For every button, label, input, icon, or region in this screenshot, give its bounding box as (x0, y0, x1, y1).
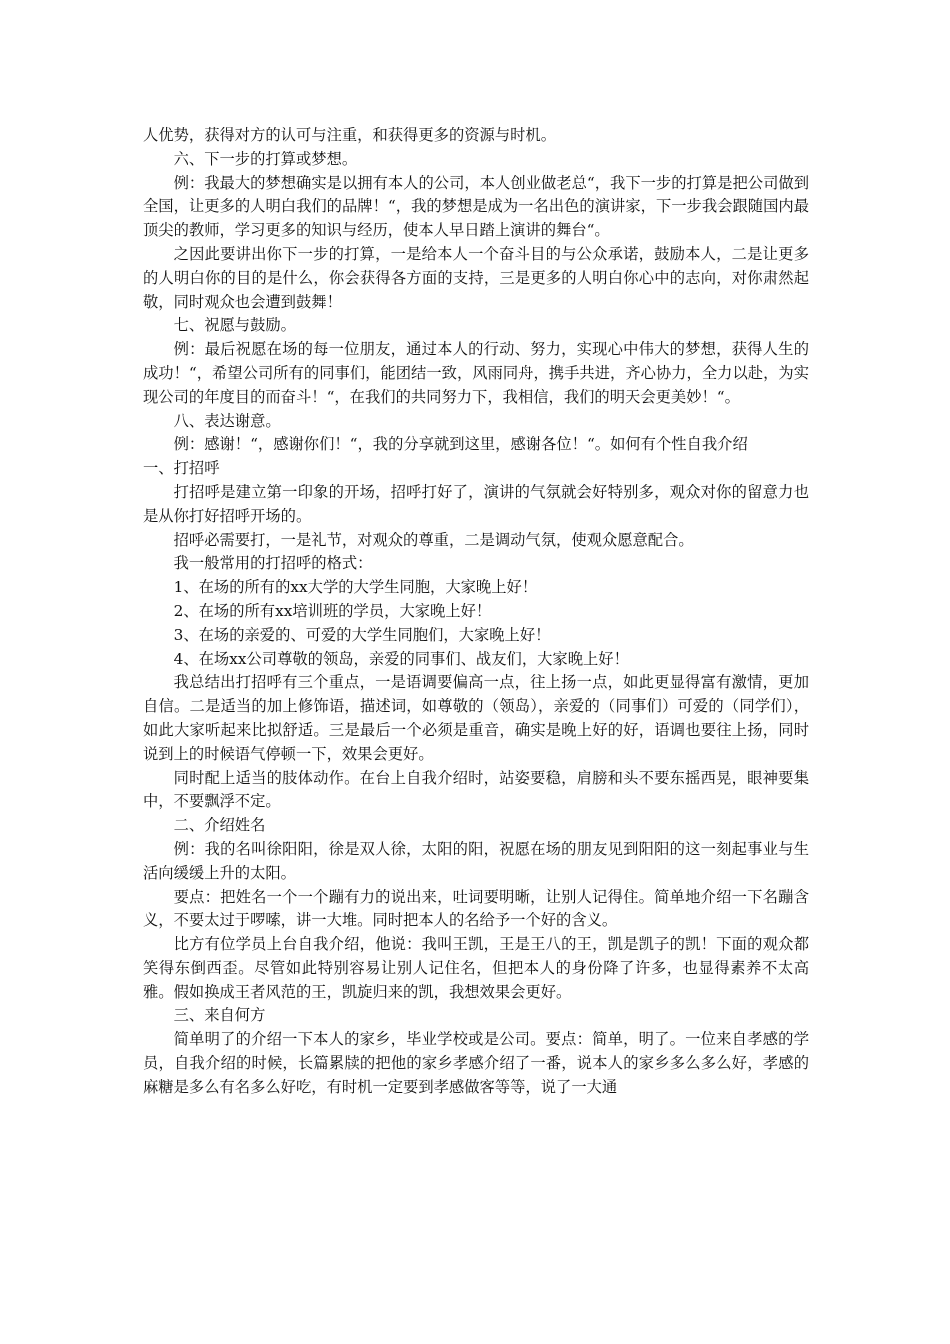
paragraph: 简单明了的介绍一下本人的家乡，毕业学校或是公司。要点：简单，明了。一位来自孝感的学员，自我介绍的时候，长篇累牍的把他的家乡孝感介绍了一番，说本人的家乡多么多么好，孝感的麻糖是多么有名多么好吃，有时机一定要到孝感做客等等，说了一大通 (143, 1030, 809, 1096)
list-item: 4、在场xx公司尊敬的领岛，亲爱的同事们、战友们，大家晚上好！ (173, 649, 629, 668)
paragraph: 我一般常用的打招呼的格式： (173, 554, 373, 573)
section-heading: 七、祝愿与鼓励。 (173, 316, 296, 335)
paragraph: 同时配上适当的肢体动作。在台上自我介绍时，站姿要稳，肩膀和头不要东摇西晃，眼神要集中，不要飘浮不定。 (143, 768, 809, 811)
paragraph: 之因此要讲出你下一步的打算，一是给本人一个奋斗目的与公众承诺，鼓励本人，二是让更多的人明白你的目的是什么，你会获得各方面的支持，三是更多的人明白你心中的志向，对你肃然起敬，同时观众也会遭到鼓舞！ (143, 244, 809, 311)
paragraph: 例：我的名叫徐阳阳，徐是双人徐，太阳的阳，祝愿在场的朋友见到阳阳的这一刻起事业与生活向缓缓上升的太阳。 (143, 839, 809, 882)
paragraph: 人优势，获得对方的认可与注重，和获得更多的资源与时机。 (143, 126, 557, 144)
paragraph: 比方有位学员上台自我介绍，他说：我叫王凯，王是王八的王，凯是凯子的凯！下面的观众都笑得东倒西歪。尽管如此特别容易让别人记住名，但把本人的身份降了许多，也显得素养不太高雅。假如换成王者风范的王，凯旋归来的凯，我想效果会更好。 (143, 935, 809, 1001)
section-heading: 六、下一步的打算或梦想。 (173, 149, 358, 168)
paragraph: 要点：把姓名一个一个蹦有力的说出来，吐词要明晰，让别人记得住。简单地介绍一下名蹦含义，不要太过于啰嗦，讲一大堆。同时把本人的名给予一个好的含义。 (143, 887, 809, 930)
paragraph: 打招呼是建立第一印象的开场，招呼打好了，演讲的气氛就会好特别多，观众对你的留意力也是从你打好招呼开场的。 (143, 482, 809, 525)
section-heading: 三、来自何方 (173, 1006, 266, 1025)
paragraph: 例：最后祝愿在场的每一位朋友，通过本人的行动、努力，实现心中伟大的梦想，获得人生的成功！“，希望公司所有的同事们，能团结一致，风雨同舟，携手共进，齐心协力，全力以赴，为实现公司的年度目的而奋斗！“，在我们的共同努力下，我相信，我们的明天会更美妙！“。 (143, 340, 809, 406)
paragraph: 例：我最大的梦想确实是以拥有本人的公司，本人创业做老总“，我下一步的打算是把公司做到全国，让更多的人明白我们的品牌！“，我的梦想是成为一名出色的演讲家，下一步我会跟随国内最顶尖的教师，学习更多的知识与经历，使本人早日踏上演讲的舞台“。 (143, 173, 809, 240)
paragraph: 招呼必需要打，一是礼节，对观众的尊重，二是调动气氛，使观众愿意配合。 (173, 530, 694, 549)
list-item: 3、在场的亲爱的、可爱的大学生同胞们，大家晚上好！ (173, 625, 551, 644)
list-item: 2、在场的所有xx培训班的学员，大家晚上好！ (173, 601, 492, 620)
paragraph: 我总结出打招呼有三个重点，一是语调要偏高一点，往上扬一点，如此更显得富有激情，更加自信。二是适当的加上修饰语，描述词，如尊敬的（领岛），亲爱的（同事们）可爱的（同学们），如此大家听起来比拟舒适。三是最后一个必须是重音，确实是晚上好的好，语调也要往上扬，同时说到上的时候语气停顿一下，效果会更好。 (143, 673, 809, 763)
section-heading: 一、打招呼 (143, 459, 220, 478)
document-body (143, 124, 809, 1100)
list-item: 1、在场的所有的xx大学的大学生同胞，大家晚上好！ (173, 578, 538, 597)
section-heading: 二、介绍姓名 (173, 816, 266, 835)
paragraph: 例：感谢！“，感谢你们！“，我的分享就到这里，感谢各位！“。如何有个性自我介绍 (173, 435, 748, 454)
section-heading: 八、表达谢意。 (173, 411, 281, 430)
